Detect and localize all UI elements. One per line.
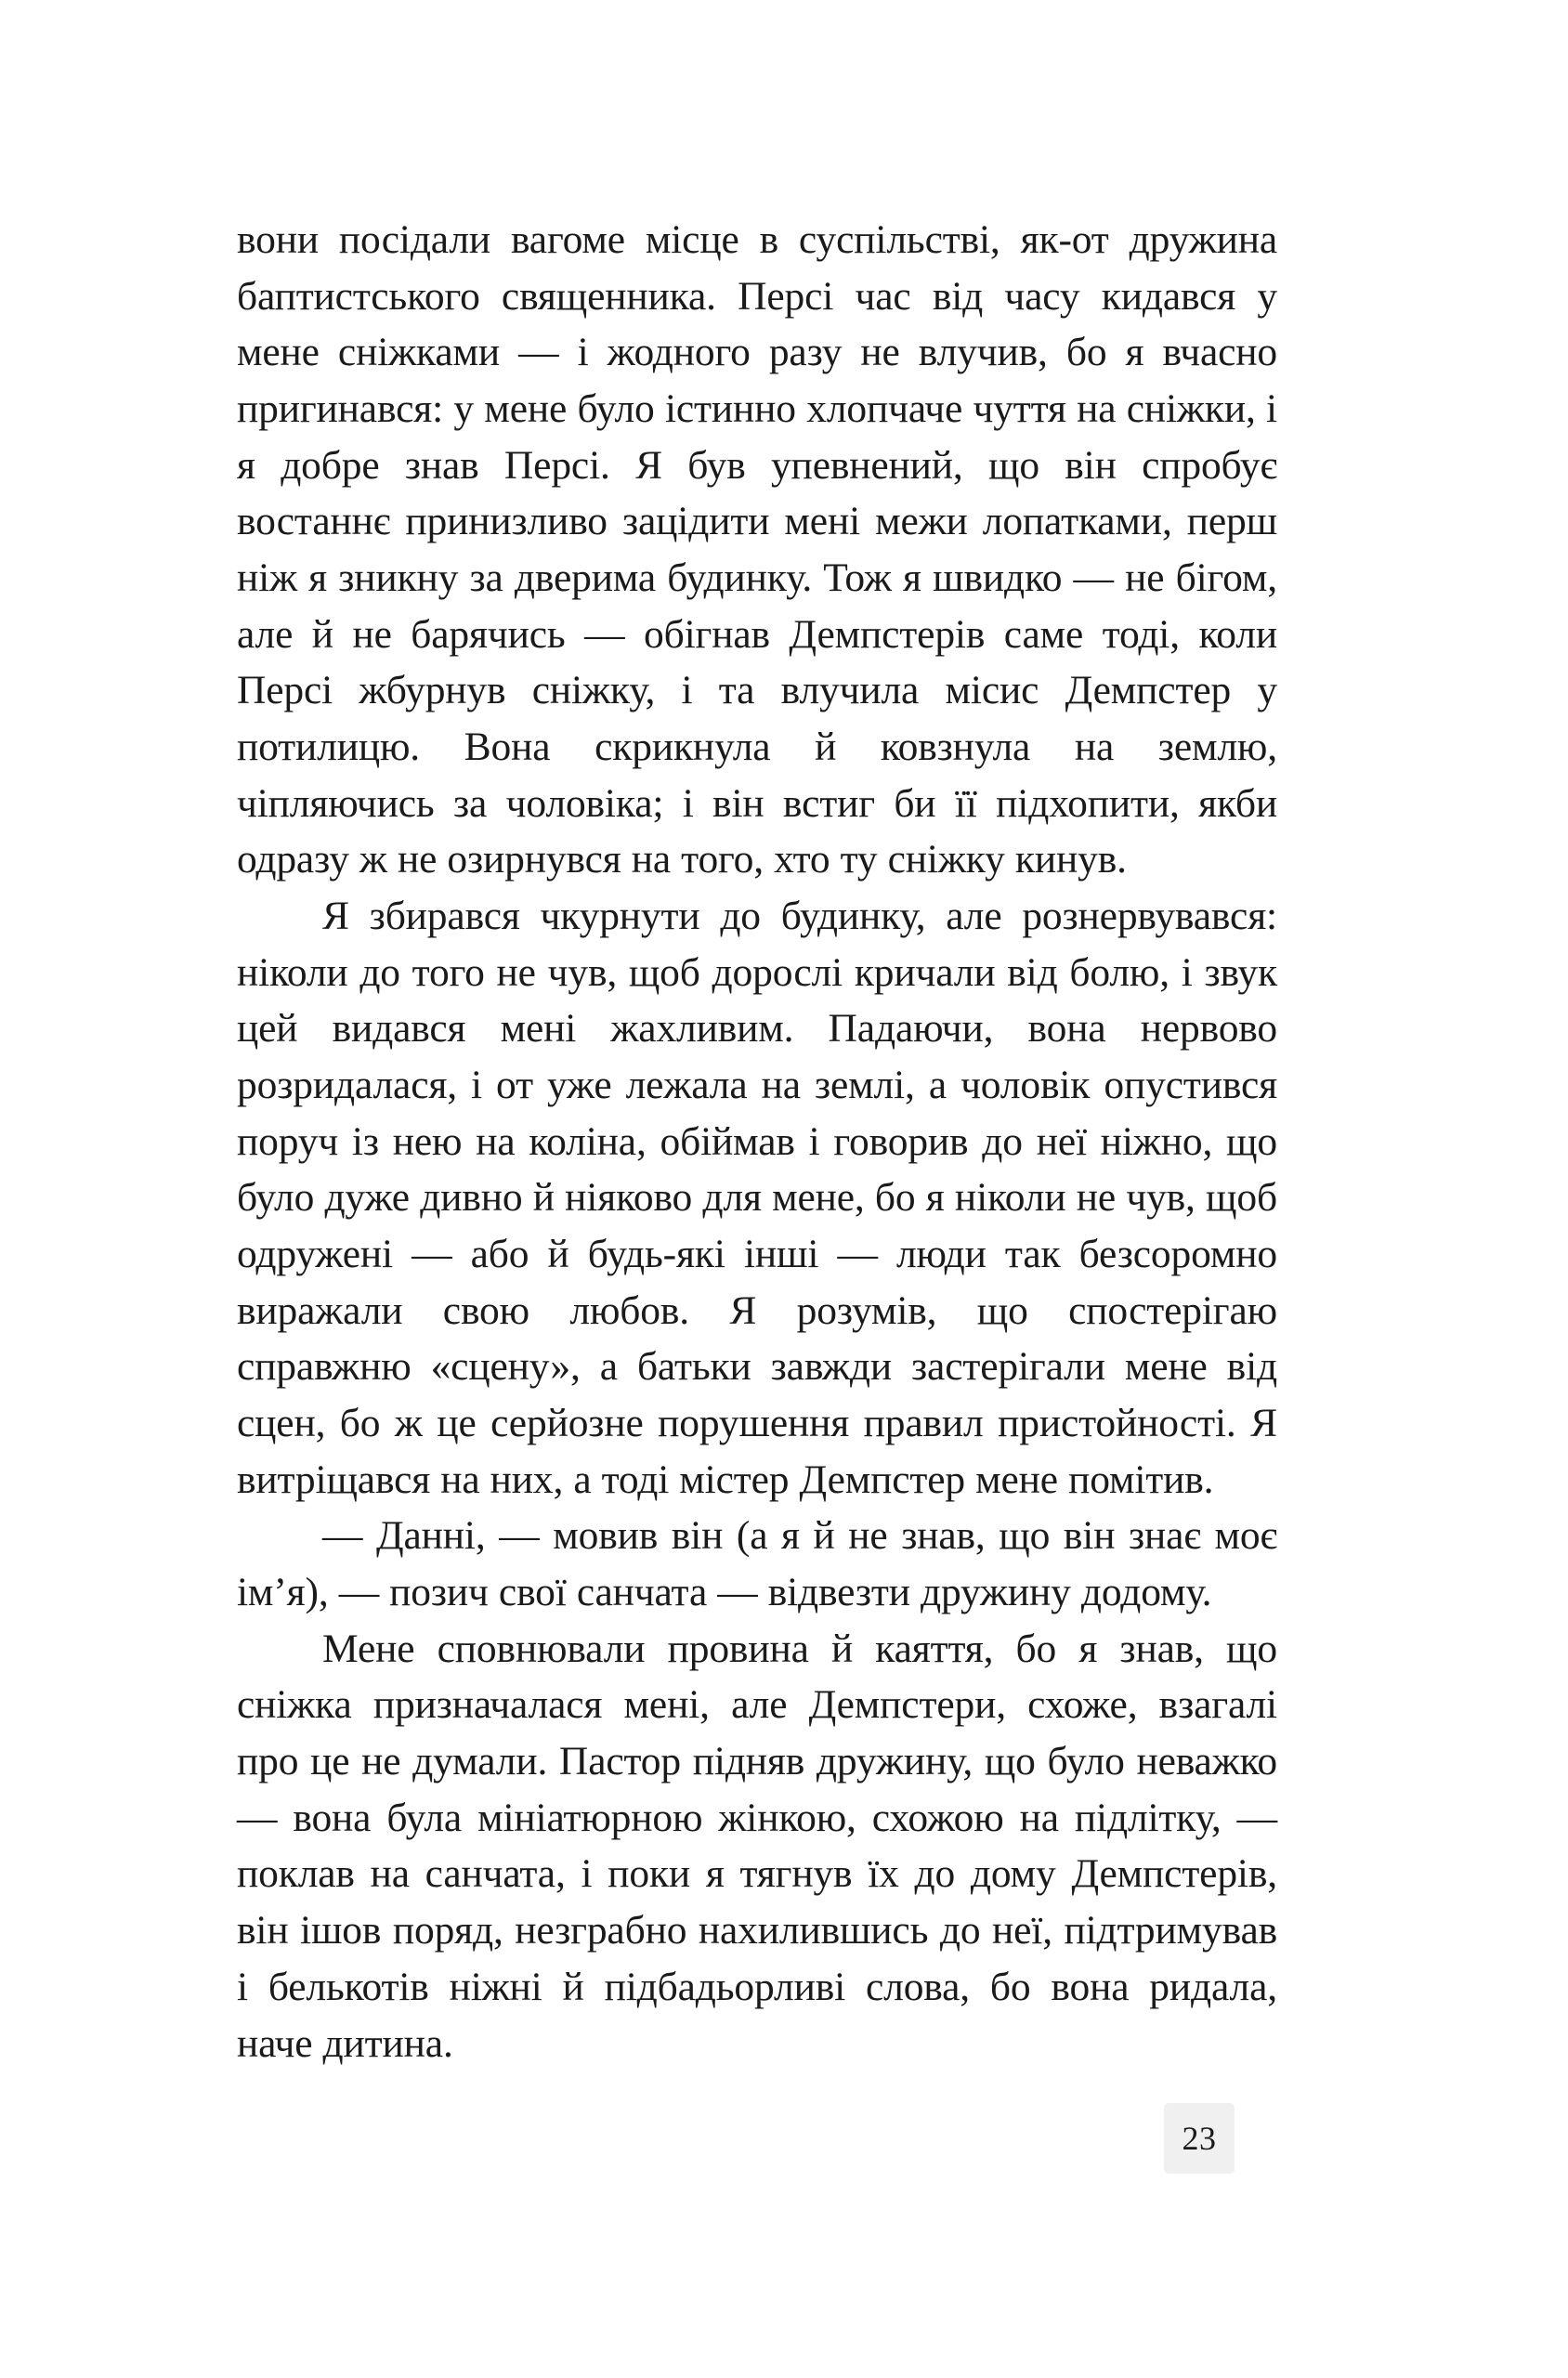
page-text-block	[237, 212, 1277, 2071]
body-paragraph-3-dialogue: — Данні, — мовив він (а я й не знав, що він знає моє ім’я), — позич свої санчата — відвезти дружину додому.	[237, 1513, 1277, 1615]
page-number: 23	[1182, 2120, 1217, 2157]
body-paragraph-4: Мене сповнювали провина й каяття, бо я знав, що сніжка призначалася мені, але Демпстери, схоже, взагалі про це не думали. Пастор підняв дружину, що було неважко — вона була мініатюрною жінкою, схожою на підлітку, — поклав на санчата, і поки я тягнув їх до дому Демпстерів, він ішов поряд, незграбно нахилившись до неї, підтримував і белькотів ніжні й підбадьорливі слова, бо вона ридала, наче дитина.	[237, 1626, 1277, 2066]
body-paragraph-1: вони посідали вагоме місце в суспільстві, як-от дружина баптистського священника. Персі час від часу кидався у мене сніжками — і жодного разу не влучив, бо я вчасно пригинався: у мене було істинно хлопчаче чуття на сніжки, і я добре знав Персі. Я був упевнений, що він спробує востаннє принизливо зацідити мені межи лопатками, перш ніж я зникну за дверима будинку. Тож я швидко — не бігом, але й не барячись — обігнав Демпстерів саме тоді, коли Персі жбурнув сніжку, і та влучила місис Демпстер у потилицю. Вона скрикнула й ковзнула на землю, чіпляючись за чоловіка; і він встиг би її підхопити, якби одразу ж не озирнувся на того, хто ту сніжку кинув.	[237, 217, 1277, 882]
page-number-badge	[1164, 2103, 1235, 2174]
body-paragraph-2: Я збирався чкурнути до будинку, але рознервувався: ніколи до того не чув, щоб дорослі кричали від болю, і звук цей видався мені жахливим. Падаючи, вона нервово розридалася, і от уже лежала на землі, а чоловік опустився поруч із нею на коліна, обіймав і говорив до неї ніжно, що було дуже дивно й ніяково для мене, бо я ніколи не чув, щоб одружені — або й будь-які інші — люди так безсоромно виражали свою любов. Я розумів, що спостерігаю справжню «сцену», а батьки завжди застерігали мене від сцен, бо ж це серйозне порушення правил пристойності. Я витріщався на них, а тоді містер Демпстер мене помітив.	[237, 894, 1277, 1502]
